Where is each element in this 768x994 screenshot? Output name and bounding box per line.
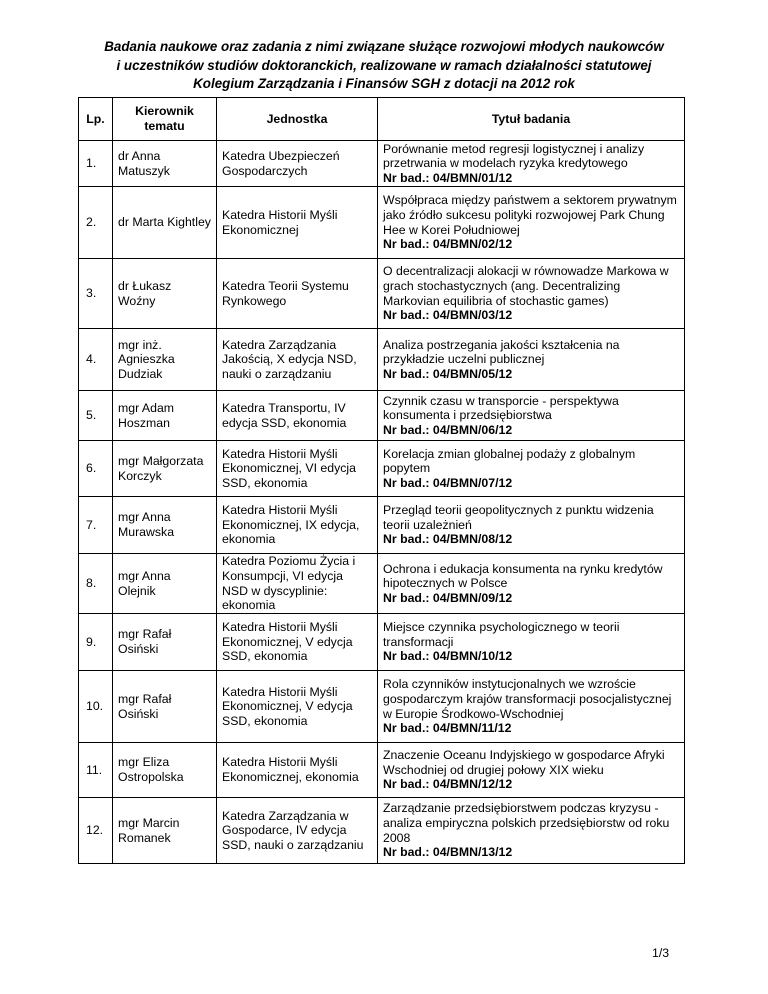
research-number: Nr bad.: 04/BMN/05/12 (383, 366, 513, 381)
research-title: Przegląd teorii geopolitycznych z punktu widzenia teorii uzależnień (383, 503, 654, 532)
cell-lp: 9. (79, 614, 113, 671)
table-row (79, 391, 685, 441)
title-line-1: Badania naukowe oraz zadania z nimi związane służące rozwojowi młodych naukowców (104, 39, 664, 54)
cell-kierownik: dr Marta Kightley (113, 187, 217, 259)
research-number: Nr bad.: 04/BMN/02/12 (383, 237, 513, 252)
cell-tytul (378, 141, 685, 187)
table-header-row (79, 98, 685, 141)
cell-kierownik: mgr Anna Olejnik (113, 554, 217, 614)
research-number: Nr bad.: 04/BMN/06/12 (383, 422, 513, 437)
research-number: Nr bad.: 04/BMN/13/12 (383, 845, 513, 860)
header-kierownik: Kierownik tematu (113, 98, 217, 141)
research-number: Nr bad.: 04/BMN/08/12 (383, 532, 513, 547)
title-line-3: Kolegium Zarządzania i Finansów SGH z dotacji na 2012 rok (193, 76, 575, 91)
table-row (79, 329, 685, 391)
cell-lp: 4. (79, 329, 113, 391)
research-number: Nr bad.: 04/BMN/01/12 (383, 170, 513, 185)
table-row (79, 554, 685, 614)
research-title: Czynnik czasu w transporcie - perspektywa konsumenta i przedsiębiorstwa (383, 393, 619, 423)
research-title: Rola czynników instytucjonalnych we wzroście gospodarczym krajów transformacji posocjalistycznej w Europie Środkowo-Wschodniej (383, 677, 672, 721)
research-number: Nr bad.: 04/BMN/11/12 (383, 721, 512, 736)
research-title: Porównanie metod regresji logistycznej i analizy przetrwania w modelach ryzyka kredytowego (383, 141, 645, 171)
document-title (60, 38, 708, 94)
research-number: Nr bad.: 04/BMN/09/12 (383, 590, 513, 605)
table-row (79, 187, 685, 259)
research-table (78, 97, 685, 864)
cell-lp: 1. (79, 141, 113, 187)
research-title: Ochrona i edukacja konsumenta na rynku kredytów hipotecznych w Polsce (383, 561, 663, 591)
cell-tytul (378, 259, 685, 329)
table-row (79, 497, 685, 554)
cell-tytul (378, 614, 685, 671)
cell-tytul (378, 329, 685, 391)
research-number: Nr bad.: 04/BMN/03/12 (383, 308, 513, 323)
table-row (79, 141, 685, 187)
cell-lp: 5. (79, 391, 113, 441)
cell-jednostka: Katedra Historii Myśli Ekonomicznej, V edycja SSD, ekonomia (217, 671, 378, 743)
table-row (79, 743, 685, 798)
cell-lp: 10. (79, 671, 113, 743)
cell-tytul (378, 798, 685, 864)
cell-kierownik: mgr Rafał Osiński (113, 614, 217, 671)
cell-lp: 6. (79, 441, 113, 497)
table-row (79, 798, 685, 864)
cell-kierownik: mgr inż. Agnieszka Dudziak (113, 329, 217, 391)
research-title: Współpraca między państwem a sektorem prywatnym jako źródło sukcesu polityki rozwojowej Park Chung Hee w Korei Południowej (383, 193, 677, 237)
cell-lp: 3. (79, 259, 113, 329)
research-title: Zarządzanie przedsiębiorstwem podczas kryzysu - analiza empiryczna polskich przedsiębiorstw od roku 2008 (383, 801, 670, 845)
cell-kierownik: mgr Eliza Ostropolska (113, 743, 217, 798)
research-title: Miejsce czynnika psychologicznego w teorii transformacji (383, 620, 620, 649)
cell-tytul (378, 187, 685, 259)
research-title: Analiza postrzegania jakości kształcenia na przykładzie uczelni publicznej (383, 337, 620, 367)
cell-jednostka: Katedra Ubezpieczeń Gospodarczych (217, 141, 378, 187)
research-title: O decentralizacji alokacji w równowadze Markowa w grach stochastycznych (ang. Decentralizing Markovian equilibria of stochastic games) (383, 264, 669, 308)
cell-lp: 11. (79, 743, 113, 798)
cell-jednostka: Katedra Historii Myśli Ekonomicznej, ekonomia (217, 743, 378, 798)
cell-jednostka: Katedra Teorii Systemu Rynkowego (217, 259, 378, 329)
table-row (79, 614, 685, 671)
cell-kierownik: dr Łukasz Woźny (113, 259, 217, 329)
cell-lp: 8. (79, 554, 113, 614)
cell-lp: 2. (79, 187, 113, 259)
cell-kierownik: mgr Rafał Osiński (113, 671, 217, 743)
research-number: Nr bad.: 04/BMN/07/12 (383, 475, 513, 490)
cell-kierownik: dr Anna Matuszyk (113, 141, 217, 187)
cell-tytul (378, 441, 685, 497)
cell-jednostka: Katedra Zarządzania w Gospodarce, IV edycja SSD, nauki o zarządzaniu (217, 798, 378, 864)
cell-tytul (378, 391, 685, 441)
cell-jednostka: Katedra Historii Myśli Ekonomicznej, VI edycja SSD, ekonomia (217, 441, 378, 497)
research-number: Nr bad.: 04/BMN/12/12 (383, 777, 513, 792)
table-row (79, 259, 685, 329)
cell-lp: 12. (79, 798, 113, 864)
cell-kierownik: mgr Małgorzata Korczyk (113, 441, 217, 497)
cell-kierownik: mgr Anna Murawska (113, 497, 217, 554)
cell-tytul (378, 743, 685, 798)
research-number: Nr bad.: 04/BMN/10/12 (383, 649, 513, 664)
cell-tytul (378, 671, 685, 743)
research-title: Korelacja zmian globalnej podaży z globalnym popytem (383, 446, 636, 476)
cell-kierownik: mgr Marcin Romanek (113, 798, 217, 864)
title-line-2: i uczestników studiów doktoranckich, realizowane w ramach działalności statutowej (116, 57, 652, 73)
cell-jednostka: Katedra Transportu, IV edycja SSD, ekonomia (217, 391, 378, 441)
cell-jednostka: Katedra Historii Myśli Ekonomicznej, V edycja SSD, ekonomia (217, 614, 378, 671)
cell-jednostka: Katedra Zarządzania Jakością, X edycja NSD, nauki o zarządzaniu (217, 329, 378, 391)
research-title: Znaczenie Oceanu Indyjskiego w gospodarce Afryki Wschodniej od drugiej połowy XIX wieku (383, 748, 665, 777)
table-row (79, 671, 685, 743)
header-jednostka: Jednostka (217, 98, 378, 141)
page-number: 1/3 (652, 946, 670, 960)
cell-jednostka: Katedra Poziomu Życia i Konsumpcji, VI edycja NSD w dyscyplinie: ekonomia (217, 554, 378, 614)
table-row (79, 441, 685, 497)
cell-kierownik: mgr Adam Hoszman (113, 391, 217, 441)
header-tytul: Tytuł badania (378, 98, 685, 141)
cell-tytul (378, 497, 685, 554)
cell-jednostka: Katedra Historii Myśli Ekonomicznej, IX edycja, ekonomia (217, 497, 378, 554)
cell-jednostka: Katedra Historii Myśli Ekonomicznej (217, 187, 378, 259)
cell-tytul (378, 554, 685, 614)
cell-lp: 7. (79, 497, 113, 554)
header-lp: Lp. (79, 98, 113, 141)
